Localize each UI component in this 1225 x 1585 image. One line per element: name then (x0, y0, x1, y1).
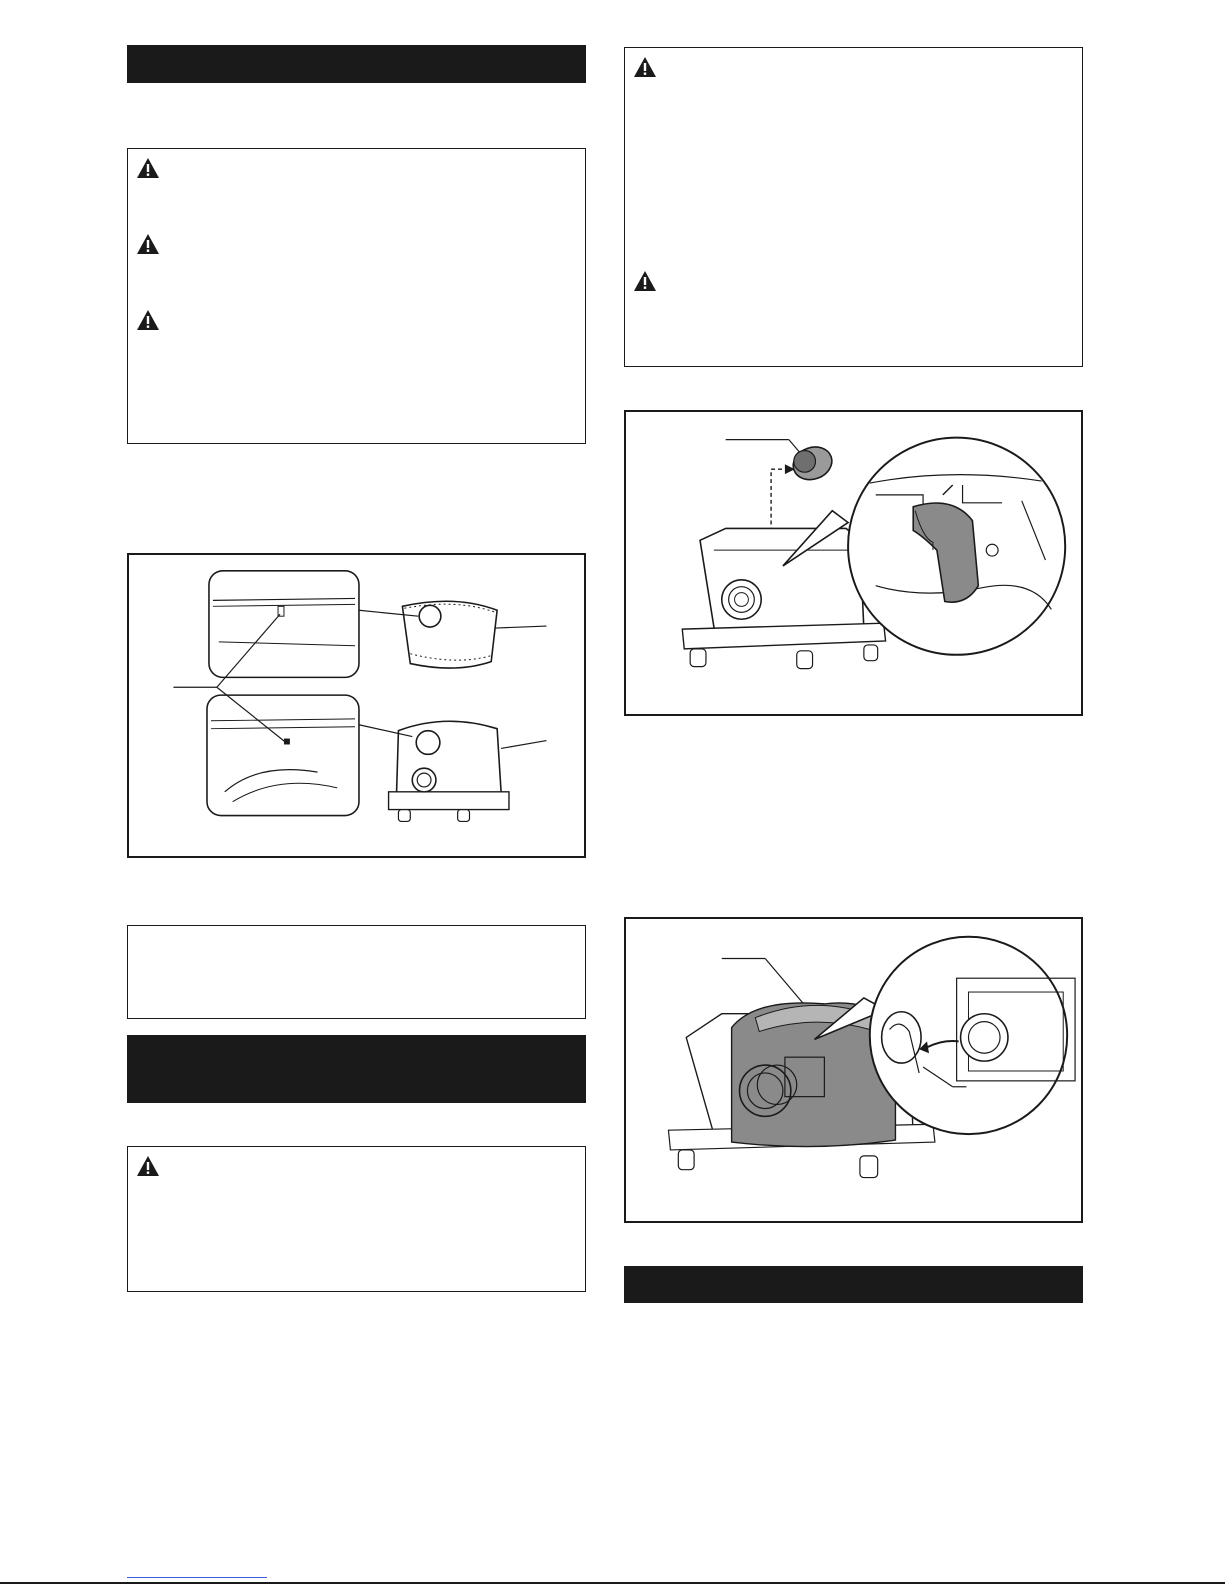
warning-triangle-icon (633, 270, 657, 292)
warning-triangle-icon (136, 233, 160, 255)
warning-triangle-icon (136, 1155, 160, 1177)
warning-triangle-icon (136, 157, 160, 179)
warning-box (127, 148, 586, 444)
figure-bag-attachment (624, 917, 1083, 1223)
warning-triangle-icon (136, 309, 160, 331)
cap-removal-illustration (626, 412, 1081, 714)
footer-rule (0, 1582, 1225, 1584)
warning-box (127, 1146, 586, 1292)
note-box (127, 925, 586, 1019)
section-header-bar (127, 45, 586, 83)
figure-cap-removal (624, 410, 1083, 716)
filter-bag-illustration (129, 555, 584, 856)
figure-filter-bag-install (127, 553, 586, 858)
bag-attachment-illustration (626, 919, 1081, 1221)
footer-link-underline[interactable] (127, 1577, 267, 1578)
warning-box (624, 47, 1083, 367)
section-header-bar (127, 1035, 586, 1103)
warning-triangle-icon (633, 56, 657, 78)
section-header-bar (624, 1266, 1083, 1303)
